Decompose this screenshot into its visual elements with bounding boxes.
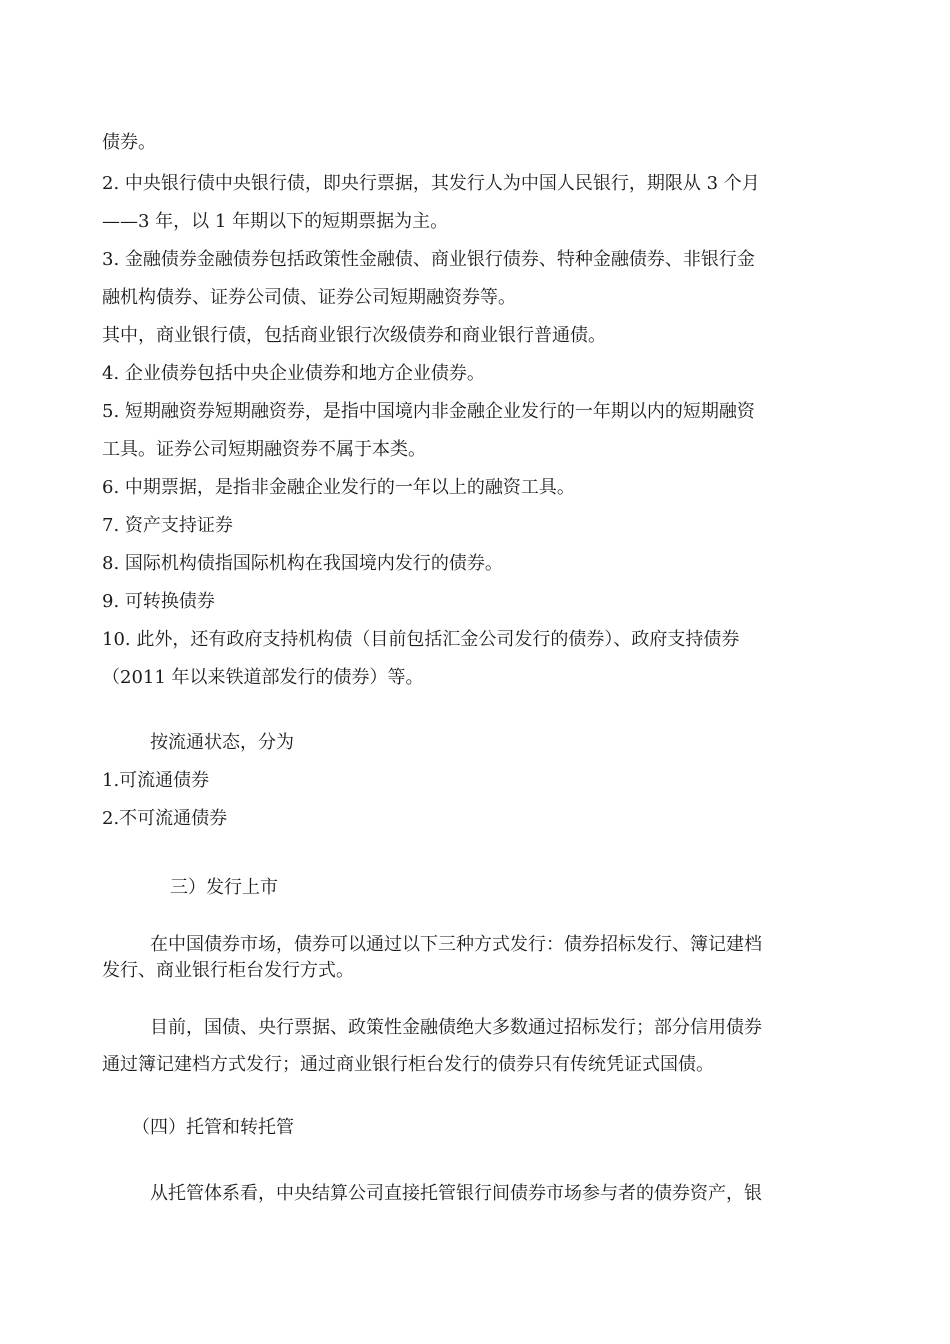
list-item: 1.可流通债券 xyxy=(102,770,210,791)
list-item: 8. 国际机构债指国际机构在我国境内发行的债券。 xyxy=(102,553,503,574)
text-line: （2011 年以来铁道部发行的债券）等。 xyxy=(102,667,424,688)
section-heading: 三）发行上市 xyxy=(170,877,278,898)
list-item: 9. 可转换债券 xyxy=(102,591,215,612)
paragraph-line: 通过簿记建档方式发行；通过商业银行柜台发行的债券只有传统凭证式国债。 xyxy=(102,1054,714,1075)
list-item: 2. 中央银行债中央银行债，即央行票据，其发行人为中国人民银行，期限从 3 个月 xyxy=(102,173,760,194)
list-item: 3. 金融债券金融债券包括政策性金融债、商业银行债券、特种金融债券、非银行金 xyxy=(102,249,755,270)
text-line: ——3 年，以 1 年期以下的短期票据为主。 xyxy=(102,211,449,232)
list-item: 2.不可流通债券 xyxy=(102,808,228,829)
paragraph-line: 发行、商业银行柜台发行方式。 xyxy=(102,960,354,981)
text-line: 工具。证券公司短期融资券不属于本类。 xyxy=(102,439,426,460)
list-item: 7. 资产支持证券 xyxy=(102,515,233,536)
list-item: 6. 中期票据，是指非金融企业发行的一年以上的融资工具。 xyxy=(102,477,575,498)
section-heading: （四）托管和转托管 xyxy=(132,1117,294,1138)
list-item: 10. 此外，还有政府支持机构债（目前包括汇金公司发行的债券）、政府支持债券 xyxy=(102,629,740,650)
list-item: 4. 企业债券包括中央企业债券和地方企业债券。 xyxy=(102,363,485,384)
text-line: 其中，商业银行债，包括商业银行次级债券和商业银行普通债。 xyxy=(102,325,606,346)
paragraph-line: 从托管体系看，中央结算公司直接托管银行间债券市场参与者的债券资产，银 xyxy=(150,1183,762,1204)
paragraph-line: 在中国债券市场，债券可以通过以下三种方式发行：债券招标发行、簿记建档 xyxy=(150,934,762,955)
text-line: 融机构债券、证券公司债、证券公司短期融资券等。 xyxy=(102,287,516,308)
paragraph-line: 目前，国债、央行票据、政策性金融债绝大多数通过招标发行；部分信用债券 xyxy=(150,1017,762,1038)
text-line: 债券。 xyxy=(102,132,156,153)
section-heading: 按流通状态，分为 xyxy=(150,732,294,753)
list-item: 5. 短期融资券短期融资券，是指中国境内非金融企业发行的一年期以内的短期融资 xyxy=(102,401,755,422)
